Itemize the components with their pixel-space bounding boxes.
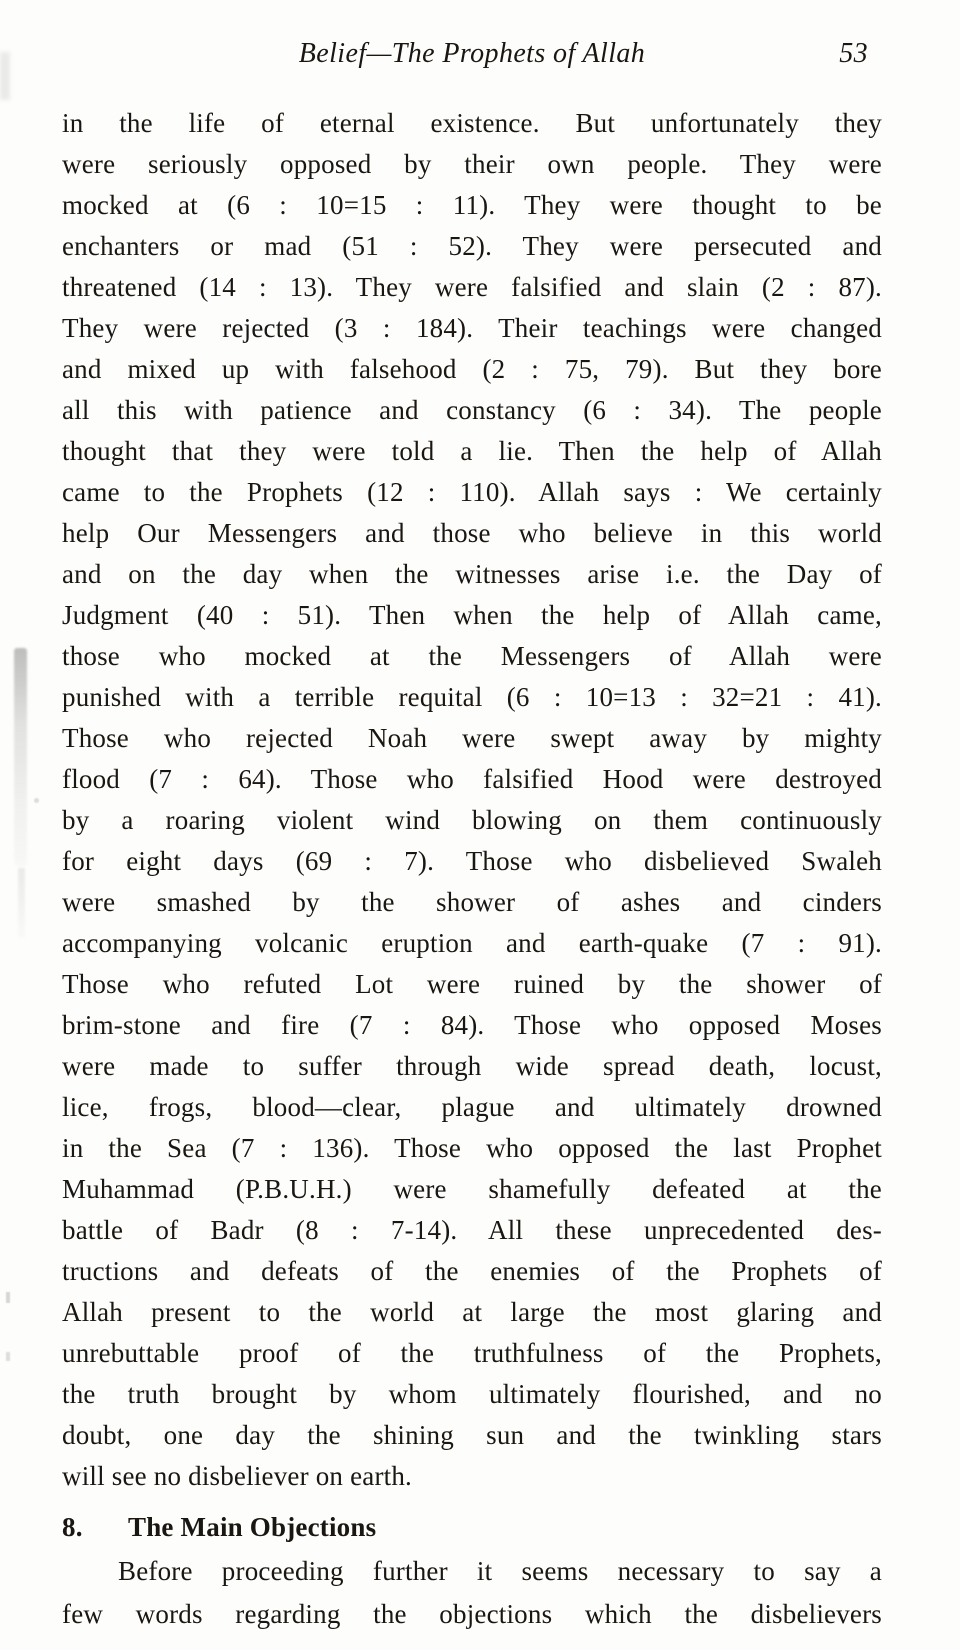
scan-artifact-corner — [0, 52, 10, 100]
text-line: Muhammad (P.B.U.H.) were shamefully defeated at the — [62, 1174, 882, 1204]
scan-artifact-mark — [6, 1292, 10, 1303]
text-line: threatened (14 : 13). They were falsified and slain (2 : 87). — [62, 272, 882, 302]
text-line: all this with patience and constancy (6 : 34). The people — [62, 395, 882, 425]
text-line: battle of Badr (8 : 7-14). All these unprecedented des- — [62, 1215, 882, 1245]
text-line: few words regarding the objections which the disbelievers — [62, 1599, 882, 1629]
text-line: mocked at (6 : 10=15 : 11). They were thought to be — [62, 190, 882, 220]
text-line: punished with a terrible requital (6 : 10=13 : 32=21 : 41). — [62, 682, 882, 712]
text-line: in the life of eternal existence. But unfortunately they — [62, 108, 882, 138]
text-line: brim-stone and fire (7 : 84). Those who opposed Moses — [62, 1010, 882, 1040]
scan-artifact-smudge-tail — [18, 868, 25, 938]
text-line: flood (7 : 64). Those who falsified Hood were destroyed — [62, 764, 882, 794]
text-line: for eight days (69 : 7). Those who disbelieved Swaleh — [62, 846, 882, 876]
text-line: unrebuttable proof of the truthfulness of the Prophets, — [62, 1338, 882, 1368]
text-line: They were rejected (3 : 184). Their teachings were changed — [62, 313, 882, 343]
text-line: Those who rejected Noah were swept away by mighty — [62, 723, 882, 753]
text-line: tructions and defeats of the enemies of the Prophets of — [62, 1256, 882, 1286]
scan-artifact-smudge — [14, 648, 27, 866]
paragraph-main-objections — [62, 1550, 882, 1636]
text-line: thought that they were told a lie. Then the help of Allah — [62, 436, 882, 466]
text-line: in the Sea (7 : 136). Those who opposed the last Prophet — [62, 1133, 882, 1163]
text-line: lice, frogs, blood—clear, plague and ultimately drowned — [62, 1092, 882, 1122]
paragraph-continuation — [62, 103, 882, 1497]
scan-artifact-mark — [6, 1352, 10, 1361]
text-line: came to the Prophets (12 : 110). Allah says : We certainly — [62, 477, 882, 507]
text-line: the truth brought by whom ultimately flourished, and no — [62, 1379, 882, 1409]
section-title: The Main Objections — [128, 1512, 377, 1542]
text-line: Allah present to the world at large the most glaring and — [62, 1297, 882, 1327]
section-heading — [62, 1505, 882, 1549]
page-body — [62, 103, 882, 1636]
text-line: and mixed up with falsehood (2 : 75, 79). But they bore — [62, 354, 882, 384]
text-line: were seriously opposed by their own people. They were — [62, 149, 882, 179]
page-number: 53 — [839, 38, 868, 69]
section-number: 8. — [62, 1512, 83, 1542]
text-line: doubt, one day the shining sun and the twinkling stars — [62, 1420, 882, 1450]
text-line: Those who refuted Lot were ruined by the shower of — [62, 969, 882, 999]
text-line: were smashed by the shower of ashes and cinders — [62, 887, 882, 917]
text-line: were made to suffer through wide spread death, locust, — [62, 1051, 882, 1081]
scan-artifact-mark — [34, 798, 39, 803]
text-line: by a roaring violent wind blowing on them continuously — [62, 805, 882, 835]
text-line: will see no disbeliever on earth. — [62, 1461, 412, 1491]
text-line: accompanying volcanic eruption and earth-quake (7 : 91). — [62, 928, 882, 958]
running-title: Belief—The Prophets of Allah — [298, 38, 646, 69]
text-line: those who mocked at the Messengers of Allah were — [62, 641, 882, 671]
text-line: and on the day when the witnesses arise i.e. the Day of — [62, 559, 882, 589]
text-line: Judgment (40 : 51). Then when the help of Allah came, — [62, 600, 882, 630]
text-line: enchanters or mad (51 : 52). They were persecuted and — [62, 231, 882, 261]
text-line: Before proceeding further it seems necessary to say a — [118, 1556, 882, 1586]
text-line: help Our Messengers and those who believe in this world — [62, 518, 882, 548]
page-header — [62, 36, 882, 72]
